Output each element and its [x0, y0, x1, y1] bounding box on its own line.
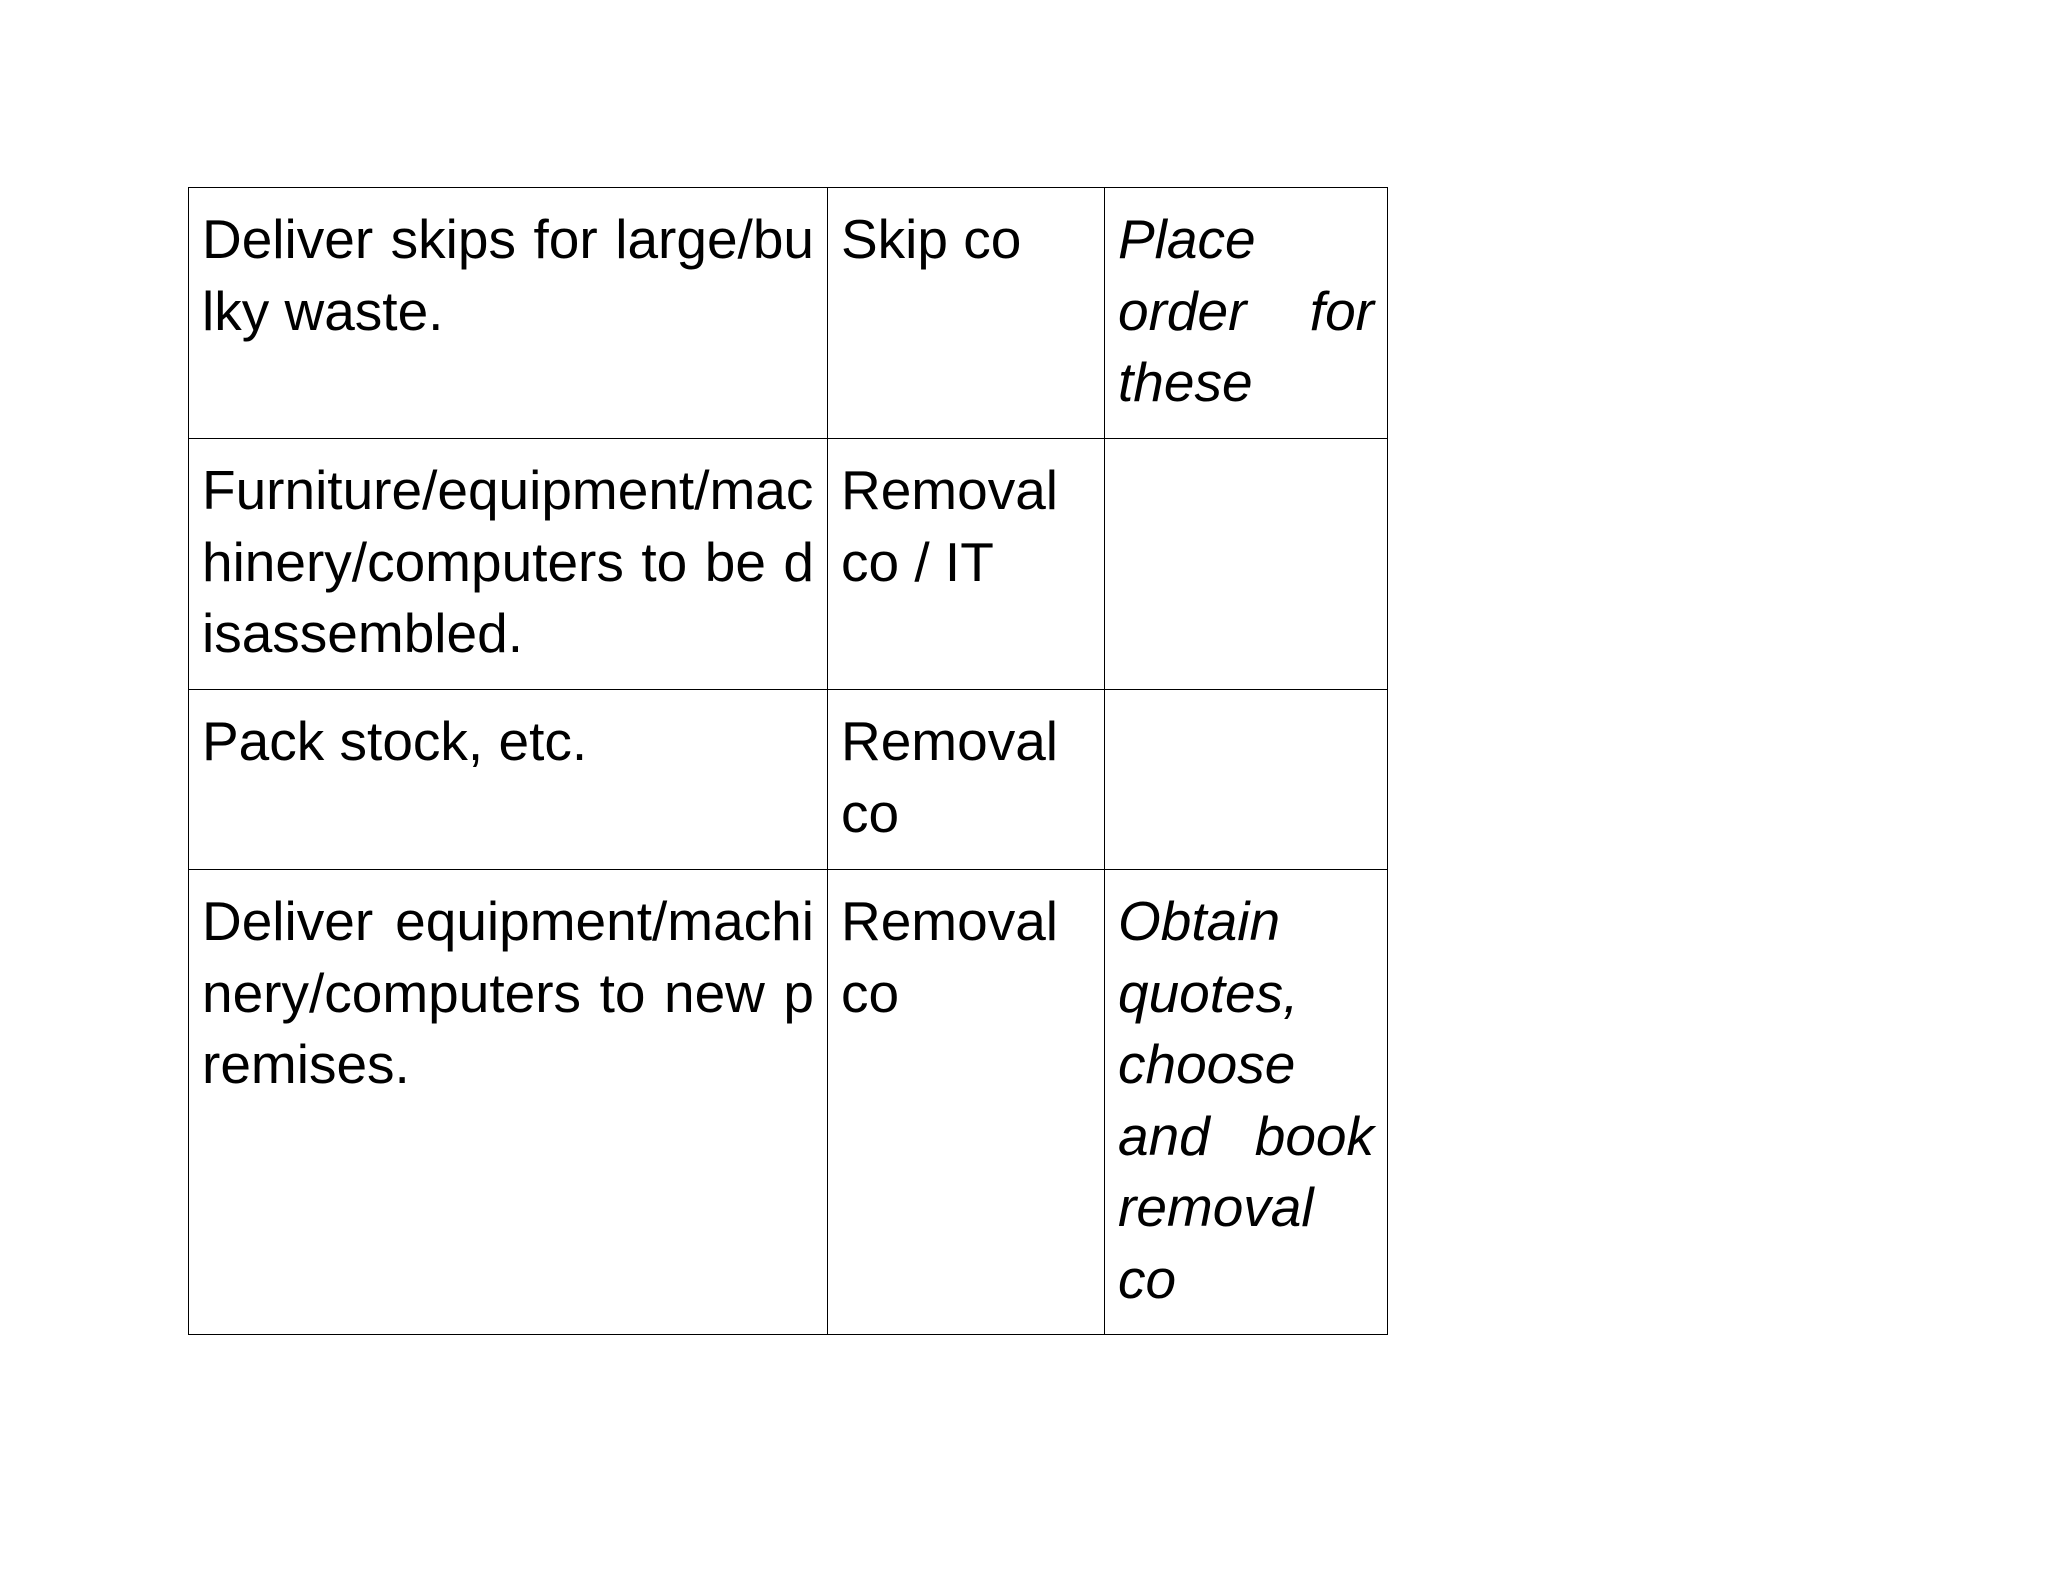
- note-text: Place order for these: [1118, 208, 1374, 413]
- task-text: Furniture/equipment/machinery/computers to be disassembled.: [202, 459, 814, 664]
- task-table: [188, 187, 1388, 1335]
- task-text: Deliver skips for large/bulky waste.: [202, 208, 814, 342]
- note-cell: [1105, 870, 1388, 1335]
- responsible-text: Removal co: [841, 710, 1059, 844]
- table-row: [189, 439, 1388, 690]
- note-cell: [1105, 690, 1388, 870]
- responsible-cell: [828, 870, 1105, 1335]
- responsible-cell: [828, 188, 1105, 439]
- note-cell: [1105, 439, 1388, 690]
- task-text: Deliver equipment/machinery/computers to new premises.: [202, 890, 814, 1095]
- table-row: [189, 690, 1388, 870]
- table-row: [189, 870, 1388, 1335]
- task-cell: [189, 690, 828, 870]
- task-text: Pack stock, etc.: [202, 710, 588, 772]
- responsible-text: Skip co: [841, 208, 1022, 270]
- responsible-cell: [828, 690, 1105, 870]
- responsible-text: Removal co / IT: [841, 459, 1059, 593]
- task-cell: [189, 188, 828, 439]
- note-cell: [1105, 188, 1388, 439]
- note-text: Obtain quotes, choose and book removal co: [1118, 890, 1374, 1310]
- table-row: [189, 188, 1388, 439]
- responsible-cell: [828, 439, 1105, 690]
- task-cell: [189, 439, 828, 690]
- task-cell: [189, 870, 828, 1335]
- responsible-text: Removal co: [841, 890, 1059, 1024]
